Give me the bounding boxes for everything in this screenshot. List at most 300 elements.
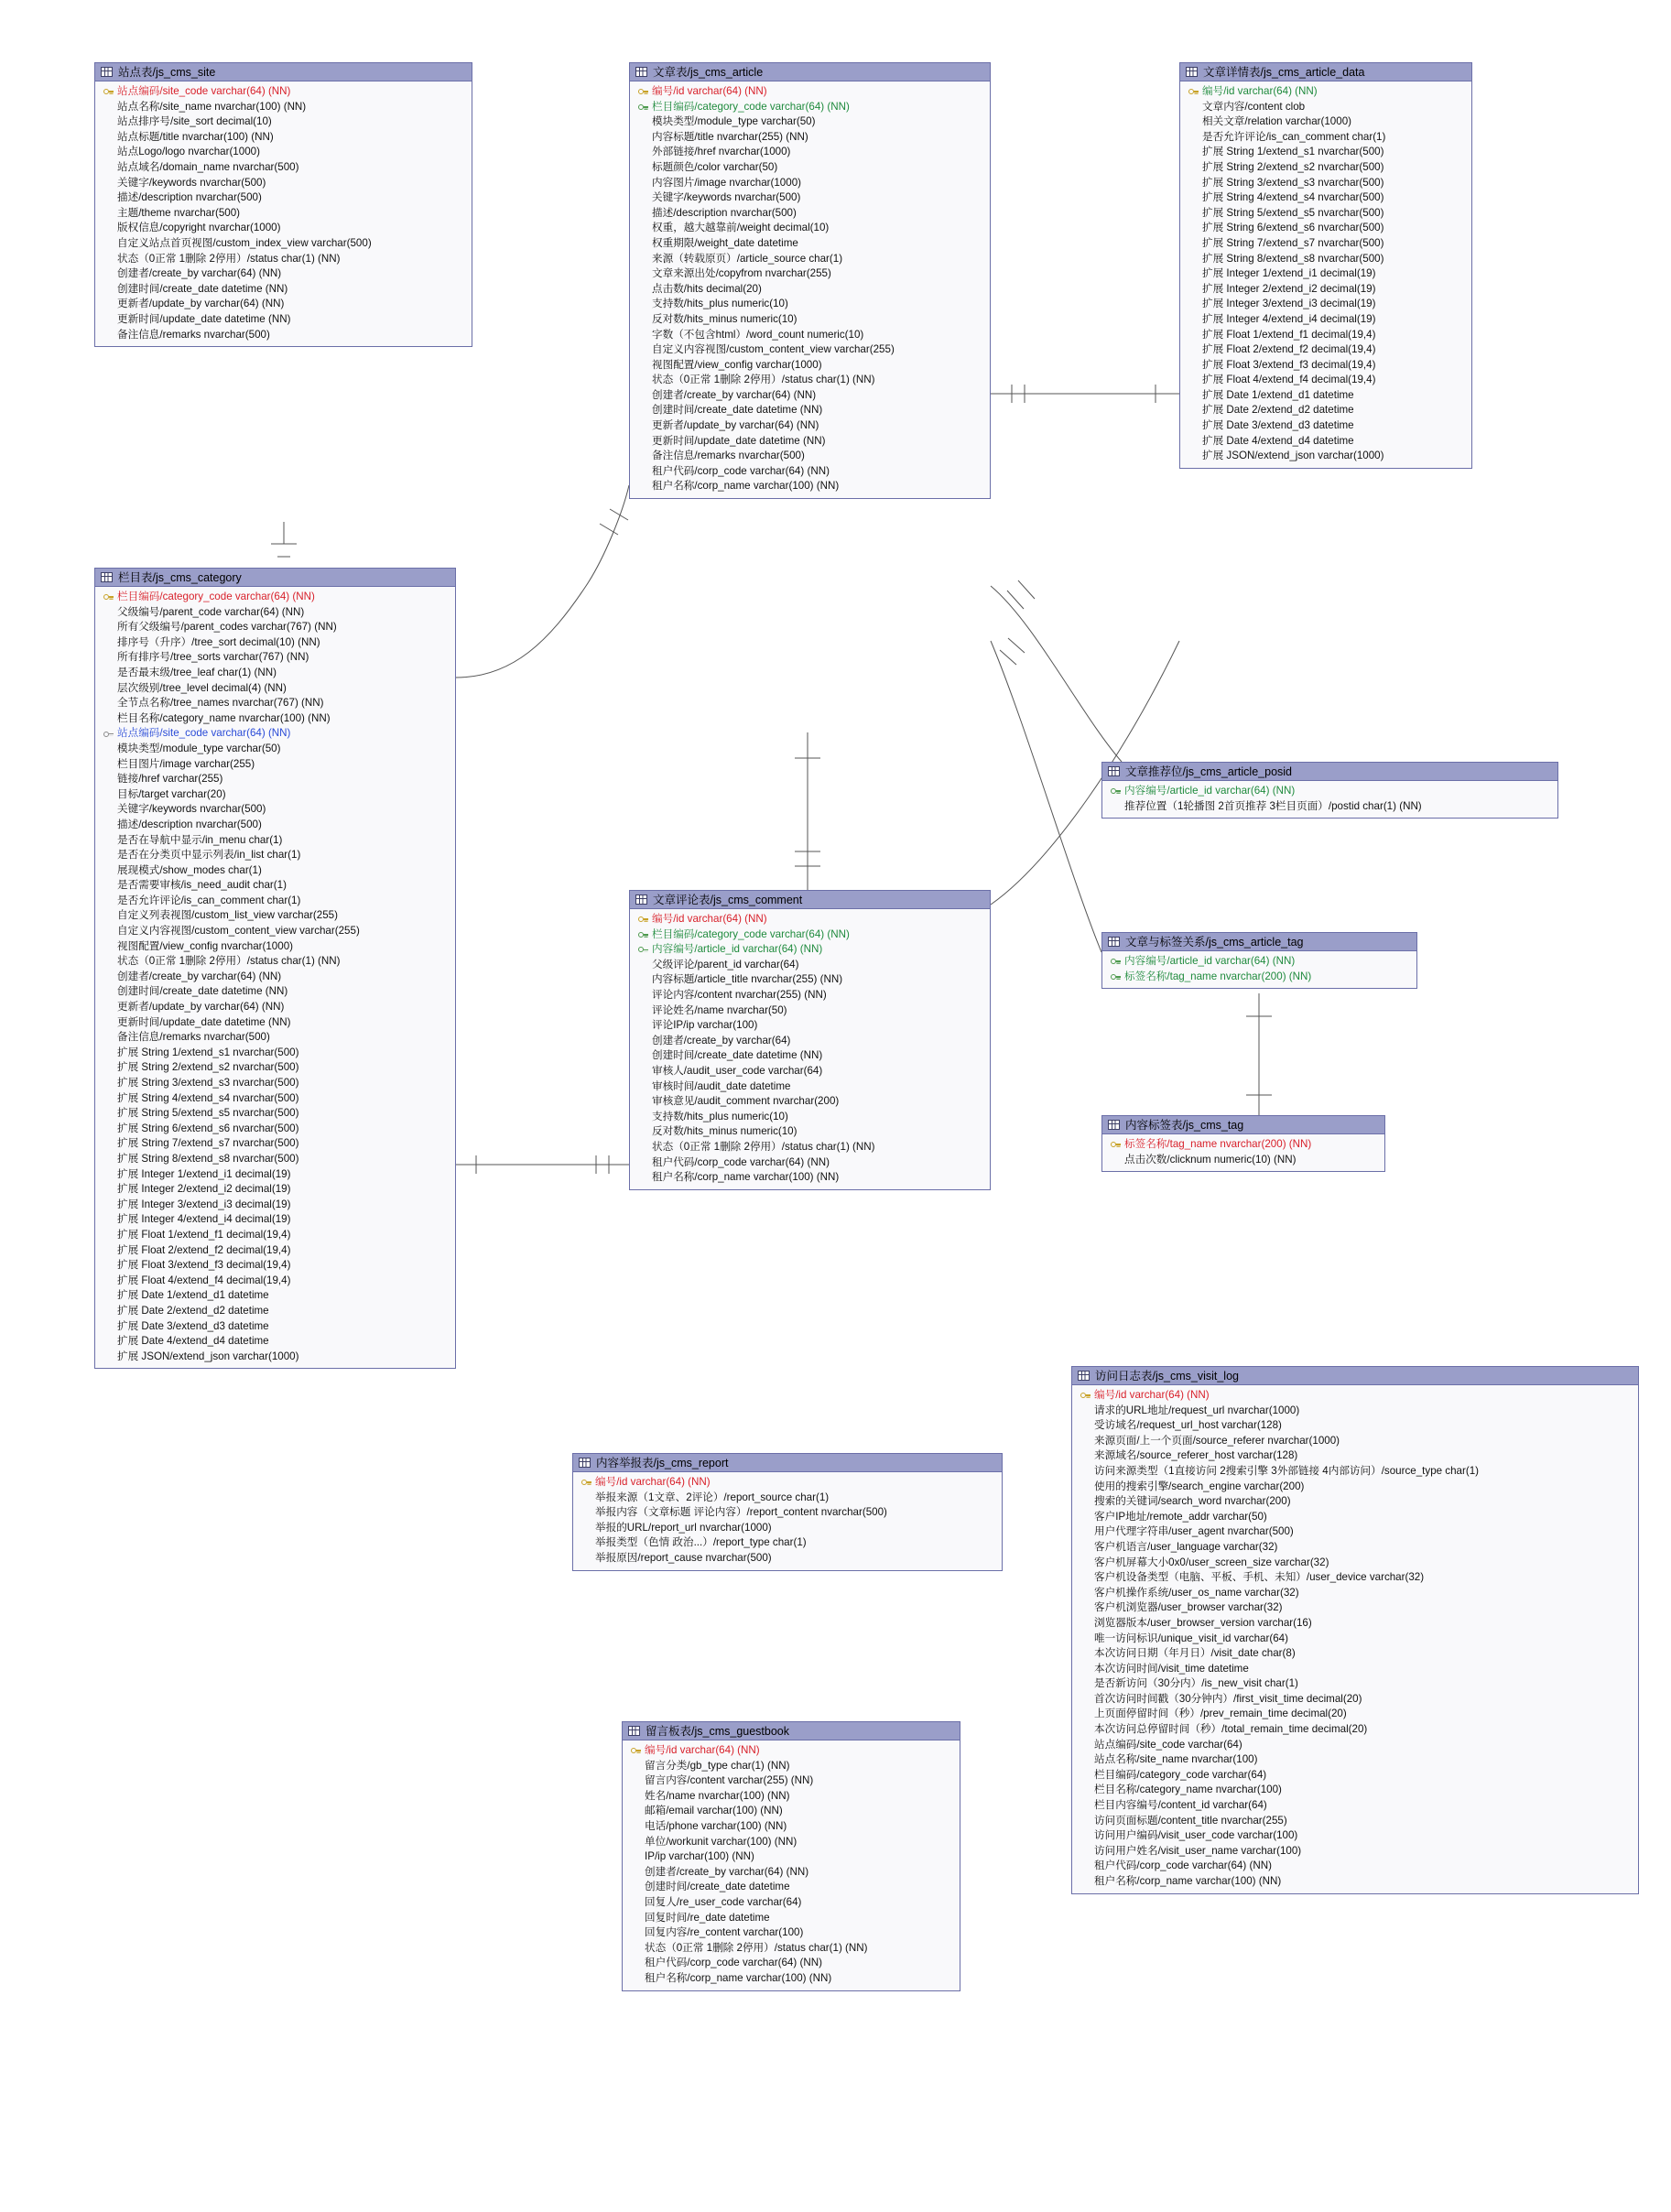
column-label: 举报来源（1文章、2评论）/report_source char(1) xyxy=(595,1491,830,1503)
column-row[interactable] xyxy=(1072,1828,1638,1844)
column-label: 描述/description nvarchar(500) xyxy=(652,206,797,219)
column-row[interactable] xyxy=(95,726,455,742)
column-row[interactable] xyxy=(1180,84,1471,100)
column-row[interactable] xyxy=(95,635,455,651)
column-row[interactable] xyxy=(1102,1153,1384,1168)
column-label: 更新者/update_by varchar(64) (NN) xyxy=(652,419,819,432)
key-icon xyxy=(1108,1141,1123,1149)
column-row[interactable] xyxy=(573,1521,1002,1536)
column-row[interactable] xyxy=(95,1274,455,1289)
column-label: 创建者/create_by varchar(64) (NN) xyxy=(652,388,817,401)
column-label: 扩展 Integer 2/extend_i2 decimal(19) xyxy=(117,1183,291,1196)
column-row[interactable] xyxy=(1072,1632,1638,1647)
column-row[interactable] xyxy=(623,1835,960,1850)
column-label: 外部链接/href nvarchar(1000) xyxy=(652,146,791,158)
column-row[interactable] xyxy=(95,190,472,206)
column-row[interactable] xyxy=(1102,1137,1384,1153)
column-row[interactable] xyxy=(1072,1524,1638,1540)
column-row[interactable] xyxy=(630,160,990,176)
column-row[interactable] xyxy=(630,221,990,236)
column-row[interactable] xyxy=(623,1773,960,1789)
column-row[interactable] xyxy=(630,373,990,388)
table-grid-icon xyxy=(1108,766,1120,776)
column-label: 单位/workunit varchar(100) (NN) xyxy=(645,1835,798,1848)
column-row[interactable] xyxy=(95,696,455,711)
column-row[interactable] xyxy=(95,1319,455,1335)
table-header-article_posid[interactable] xyxy=(1102,763,1557,781)
column-label: 关键字/keywords nvarchar(500) xyxy=(117,176,266,189)
column-row[interactable] xyxy=(95,650,455,666)
column-row[interactable] xyxy=(1072,1586,1638,1601)
table-body-visit_log xyxy=(1072,1385,1638,1893)
column-row[interactable] xyxy=(1072,1388,1638,1404)
table-name: 文章评论表/js_cms_comment xyxy=(653,894,803,906)
column-row[interactable] xyxy=(573,1475,1002,1491)
column-row[interactable] xyxy=(1072,1616,1638,1632)
column-row[interactable] xyxy=(623,1925,960,1941)
column-row[interactable] xyxy=(630,145,990,160)
column-row[interactable] xyxy=(630,236,990,252)
column-row[interactable] xyxy=(1180,176,1471,191)
column-row[interactable] xyxy=(1180,297,1471,312)
column-row[interactable] xyxy=(95,757,455,773)
column-row[interactable] xyxy=(630,266,990,282)
column-row[interactable] xyxy=(630,449,990,464)
column-label: 状态（0正常 1删除 2停用）/status char(1) (NN) xyxy=(117,252,341,265)
column-label: 支持数/hits_plus numeric(10) xyxy=(652,1110,788,1122)
column-row[interactable] xyxy=(1180,282,1471,298)
column-row[interactable] xyxy=(630,1094,990,1110)
column-row[interactable] xyxy=(630,434,990,450)
column-row[interactable] xyxy=(95,666,455,681)
column-label: 扩展 Date 3/extend_d3 datetime xyxy=(117,1319,269,1332)
column-label: 创建时间/create_date datetime (NN) xyxy=(652,1049,823,1062)
column-row[interactable] xyxy=(95,1106,455,1122)
table-header-article_tag[interactable] xyxy=(1102,933,1416,951)
entity-table-comment[interactable] xyxy=(629,890,991,1190)
key-icon xyxy=(631,1747,641,1755)
column-row[interactable] xyxy=(630,1155,990,1171)
column-label: 回复人/re_user_code varchar(64) xyxy=(645,1895,802,1908)
column-row[interactable] xyxy=(1180,100,1471,115)
column-row[interactable] xyxy=(1072,1540,1638,1556)
column-row[interactable] xyxy=(95,1091,455,1107)
column-row[interactable] xyxy=(623,1971,960,1987)
entity-table-article_data[interactable] xyxy=(1179,62,1472,469)
column-label: 栏目名称/category_name nvarchar(100) (NN) xyxy=(117,711,331,724)
column-row[interactable] xyxy=(95,833,455,849)
column-row[interactable] xyxy=(95,878,455,894)
column-row[interactable] xyxy=(630,114,990,130)
table-grid-icon xyxy=(628,1726,640,1736)
column-row[interactable] xyxy=(95,1258,455,1274)
column-row[interactable] xyxy=(1072,1722,1638,1738)
entity-table-report[interactable] xyxy=(572,1453,1003,1571)
column-label: 编号/id varchar(64) (NN) xyxy=(652,913,767,925)
column-row[interactable] xyxy=(1072,1600,1638,1616)
column-row[interactable] xyxy=(630,206,990,222)
key-icon xyxy=(638,930,648,938)
column-row[interactable] xyxy=(1180,236,1471,252)
column-row[interactable] xyxy=(630,1048,990,1064)
column-row[interactable] xyxy=(95,130,472,146)
column-row[interactable] xyxy=(95,1243,455,1259)
column-label: 审核人/audit_user_code varchar(64) xyxy=(652,1064,823,1077)
table-grid-icon xyxy=(1186,67,1198,77)
column-row[interactable] xyxy=(1072,1510,1638,1525)
column-label: 扩展 String 8/extend_s8 nvarchar(500) xyxy=(1202,252,1384,265)
column-row[interactable] xyxy=(630,972,990,988)
column-row[interactable] xyxy=(630,130,990,146)
column-label: 内容图片/image nvarchar(1000) xyxy=(652,176,802,189)
column-row[interactable] xyxy=(95,1228,455,1243)
column-row[interactable] xyxy=(1072,1480,1638,1495)
column-row[interactable] xyxy=(623,1849,960,1865)
column-row[interactable] xyxy=(1180,145,1471,160)
column-row[interactable] xyxy=(1180,206,1471,222)
column-row[interactable] xyxy=(1180,403,1471,418)
column-row[interactable] xyxy=(95,1152,455,1167)
column-label: 扩展 Date 4/extend_d4 datetime xyxy=(117,1335,269,1348)
column-row[interactable] xyxy=(630,282,990,298)
table-name: 访问日志表/js_cms_visit_log xyxy=(1095,1370,1239,1382)
column-row[interactable] xyxy=(1102,799,1557,815)
column-row[interactable] xyxy=(623,1804,960,1819)
column-row[interactable] xyxy=(630,1003,990,1019)
column-row[interactable] xyxy=(95,1076,455,1091)
entity-table-site[interactable] xyxy=(94,62,472,347)
table-header-article_data[interactable] xyxy=(1180,63,1471,81)
column-row[interactable] xyxy=(1072,1844,1638,1860)
column-row[interactable] xyxy=(573,1551,1002,1567)
column-row[interactable] xyxy=(95,114,472,130)
column-row[interactable] xyxy=(630,1124,990,1140)
column-label: 站点名称/site_name nvarchar(100) (NN) xyxy=(117,100,307,113)
column-row[interactable] xyxy=(95,176,472,191)
entity-table-article_tag[interactable] xyxy=(1101,932,1417,989)
entity-table-article[interactable] xyxy=(629,62,991,499)
table-header-site[interactable] xyxy=(95,63,472,81)
column-row[interactable] xyxy=(623,1789,960,1805)
column-row[interactable] xyxy=(95,1060,455,1076)
column-row[interactable] xyxy=(1072,1752,1638,1768)
column-row[interactable] xyxy=(95,818,455,833)
table-name: 文章与标签关系/js_cms_article_tag xyxy=(1125,936,1304,949)
column-row[interactable] xyxy=(95,1015,455,1031)
column-row[interactable] xyxy=(630,1110,990,1125)
column-label: 扩展 Integer 3/extend_i3 decimal(19) xyxy=(117,1198,291,1210)
column-row[interactable] xyxy=(1072,1859,1638,1874)
column-row[interactable] xyxy=(1102,954,1416,970)
table-name: 文章表/js_cms_article xyxy=(653,66,764,79)
table-header-report[interactable] xyxy=(573,1454,1002,1472)
column-row[interactable] xyxy=(630,176,990,191)
entity-table-category[interactable] xyxy=(94,568,456,1369)
table-grid-icon xyxy=(1078,1371,1090,1381)
column-row[interactable] xyxy=(95,620,455,635)
column-row[interactable] xyxy=(1072,1434,1638,1449)
column-row[interactable] xyxy=(95,863,455,879)
column-row[interactable] xyxy=(623,1911,960,1926)
column-row[interactable] xyxy=(630,403,990,418)
column-row[interactable] xyxy=(95,1304,455,1319)
column-label: 访问页面标题/content_title nvarchar(255) xyxy=(1094,1814,1287,1827)
column-row[interactable] xyxy=(1072,1707,1638,1722)
column-row[interactable] xyxy=(95,297,472,312)
column-label: 扩展 String 6/extend_s6 nvarchar(500) xyxy=(117,1122,299,1134)
column-row[interactable] xyxy=(1180,160,1471,176)
column-label: 标签名称/tag_name nvarchar(200) (NN) xyxy=(1124,970,1312,982)
column-row[interactable] xyxy=(1072,1464,1638,1480)
key-icon xyxy=(103,88,114,96)
column-row[interactable] xyxy=(95,282,472,298)
column-row[interactable] xyxy=(95,802,455,818)
column-row[interactable] xyxy=(95,1182,455,1198)
column-row[interactable] xyxy=(630,252,990,267)
column-row[interactable] xyxy=(630,358,990,374)
column-label: 是否需要审核/is_need_audit char(1) xyxy=(117,879,287,892)
column-row[interactable] xyxy=(95,939,455,955)
column-label: IP/ip varchar(100) (NN) xyxy=(645,1850,754,1863)
column-row[interactable] xyxy=(1072,1798,1638,1814)
entity-table-visit_log[interactable] xyxy=(1071,1366,1639,1894)
column-row[interactable] xyxy=(95,1136,455,1152)
column-row[interactable] xyxy=(95,1350,455,1365)
column-row[interactable] xyxy=(95,787,455,803)
column-row[interactable] xyxy=(1180,266,1471,282)
column-row[interactable] xyxy=(1180,342,1471,358)
column-row[interactable] xyxy=(95,954,455,970)
column-label: 自定义内容视图/custom_content_view varchar(255) xyxy=(117,925,360,938)
column-row[interactable] xyxy=(630,479,990,494)
column-row[interactable] xyxy=(95,1046,455,1061)
column-label: 使用的搜索引擎/search_engine varchar(200) xyxy=(1094,1480,1305,1492)
column-label: 租户代码/corp_code varchar(64) (NN) xyxy=(652,464,830,477)
column-row[interactable] xyxy=(573,1505,1002,1521)
table-header-article[interactable] xyxy=(630,63,990,81)
column-row[interactable] xyxy=(1180,328,1471,343)
column-label: 扩展 Date 4/extend_d4 datetime xyxy=(1202,434,1354,447)
column-label: 评论内容/content nvarchar(255) (NN) xyxy=(652,988,827,1001)
column-row[interactable] xyxy=(95,100,472,115)
column-row[interactable] xyxy=(630,1064,990,1079)
table-header-guestbook[interactable] xyxy=(623,1722,960,1740)
column-row[interactable] xyxy=(95,145,472,160)
column-row[interactable] xyxy=(1180,252,1471,267)
column-row[interactable] xyxy=(95,984,455,1000)
column-row[interactable] xyxy=(623,1743,960,1759)
column-row[interactable] xyxy=(1072,1404,1638,1419)
column-row[interactable] xyxy=(95,908,455,924)
column-row[interactable] xyxy=(630,927,990,943)
column-row[interactable] xyxy=(1072,1738,1638,1753)
column-row[interactable] xyxy=(623,1759,960,1774)
column-row[interactable] xyxy=(95,236,472,252)
column-row[interactable] xyxy=(95,848,455,863)
column-row[interactable] xyxy=(95,1212,455,1228)
table-header-tag[interactable] xyxy=(1102,1116,1384,1134)
column-label: 扩展 String 7/extend_s7 nvarchar(500) xyxy=(117,1137,299,1150)
column-row[interactable] xyxy=(95,1167,455,1183)
column-label: 电话/phone varchar(100) (NN) xyxy=(645,1819,787,1832)
column-row[interactable] xyxy=(1072,1570,1638,1586)
entity-table-tag[interactable] xyxy=(1101,1115,1385,1172)
column-label: 点击数/hits decimal(20) xyxy=(652,282,762,295)
column-row[interactable] xyxy=(630,988,990,1003)
column-row[interactable] xyxy=(1072,1418,1638,1434)
column-label: 租户代码/corp_code varchar(64) (NN) xyxy=(645,1957,822,1969)
column-row[interactable] xyxy=(95,605,455,621)
column-row[interactable] xyxy=(630,942,990,958)
column-row[interactable] xyxy=(630,312,990,328)
column-label: 客户机屏幕大小0x0/user_screen_size varchar(32) xyxy=(1094,1556,1329,1568)
column-row[interactable] xyxy=(95,772,455,787)
column-row[interactable] xyxy=(95,1288,455,1304)
column-row[interactable] xyxy=(95,160,472,176)
entity-table-guestbook[interactable] xyxy=(622,1721,960,1991)
column-label: 内容编号/article_id varchar(64) (NN) xyxy=(652,943,823,956)
column-label: 父级编号/parent_code varchar(64) (NN) xyxy=(117,605,305,618)
column-row[interactable] xyxy=(630,958,990,973)
column-row[interactable] xyxy=(1180,358,1471,374)
column-label: 反对数/hits_minus numeric(10) xyxy=(652,1125,798,1138)
column-row[interactable] xyxy=(623,1895,960,1911)
column-label: 备注信息/remarks nvarchar(500) xyxy=(117,1031,270,1044)
column-label: 扩展 Date 2/extend_d2 datetime xyxy=(117,1304,269,1317)
column-row[interactable] xyxy=(95,252,472,267)
column-row[interactable] xyxy=(630,84,990,100)
column-row[interactable] xyxy=(630,418,990,434)
column-row[interactable] xyxy=(1180,434,1471,450)
column-row[interactable] xyxy=(95,221,472,236)
column-row[interactable] xyxy=(95,590,455,605)
column-row[interactable] xyxy=(1180,221,1471,236)
column-row[interactable] xyxy=(95,711,455,727)
key-icon xyxy=(1080,1392,1090,1400)
column-row[interactable] xyxy=(95,894,455,909)
column-row[interactable] xyxy=(623,1880,960,1895)
column-row[interactable] xyxy=(1072,1676,1638,1692)
key-icon xyxy=(1111,958,1121,966)
column-row[interactable] xyxy=(1180,130,1471,146)
column-row[interactable] xyxy=(95,84,472,100)
key-icon xyxy=(1078,1392,1092,1400)
column-row[interactable] xyxy=(95,1334,455,1350)
column-label: 扩展 Integer 1/extend_i1 decimal(19) xyxy=(117,1167,291,1180)
table-header-visit_log[interactable] xyxy=(1072,1367,1638,1385)
column-row[interactable] xyxy=(95,1122,455,1137)
table-grid-icon xyxy=(101,572,113,582)
column-row[interactable] xyxy=(1072,1646,1638,1662)
column-row[interactable] xyxy=(630,1034,990,1049)
column-row[interactable] xyxy=(1072,1874,1638,1890)
column-label: 扩展 Integer 4/extend_i4 decimal(19) xyxy=(1202,312,1376,325)
column-row[interactable] xyxy=(623,1941,960,1957)
column-label: 全节点名称/tree_names nvarchar(767) (NN) xyxy=(117,697,324,710)
column-row[interactable] xyxy=(1180,114,1471,130)
column-row[interactable] xyxy=(95,266,472,282)
column-row[interactable] xyxy=(1072,1448,1638,1464)
column-row[interactable] xyxy=(1180,373,1471,388)
column-row[interactable] xyxy=(95,206,472,222)
column-row[interactable] xyxy=(1072,1662,1638,1677)
column-row[interactable] xyxy=(1180,190,1471,206)
column-row[interactable] xyxy=(630,100,990,115)
column-row[interactable] xyxy=(1072,1783,1638,1798)
column-label: 创建时间/create_date datetime (NN) xyxy=(652,404,823,417)
column-row[interactable] xyxy=(1180,312,1471,328)
column-row[interactable] xyxy=(1072,1556,1638,1571)
column-row[interactable] xyxy=(630,1170,990,1186)
column-row[interactable] xyxy=(630,912,990,927)
column-label: 扩展 String 1/extend_s1 nvarchar(500) xyxy=(1202,146,1384,158)
column-row[interactable] xyxy=(1072,1814,1638,1829)
column-row[interactable] xyxy=(95,1198,455,1213)
column-label: 扩展 Float 1/extend_f1 decimal(19,4) xyxy=(1202,328,1376,341)
key-icon xyxy=(628,1747,643,1755)
column-row[interactable] xyxy=(1072,1494,1638,1510)
column-row[interactable] xyxy=(95,328,472,343)
column-row[interactable] xyxy=(1102,784,1557,799)
column-label: 扩展 String 6/extend_s6 nvarchar(500) xyxy=(1202,222,1384,234)
column-label: 请求的URL地址/request_url nvarchar(1000) xyxy=(1094,1404,1300,1416)
column-label: 浏览器版本/user_browser_version varchar(16) xyxy=(1094,1616,1312,1629)
column-row[interactable] xyxy=(630,1079,990,1095)
column-row[interactable] xyxy=(95,1030,455,1046)
column-label: 客户机浏览器/user_browser varchar(32) xyxy=(1094,1601,1283,1614)
column-row[interactable] xyxy=(630,1140,990,1155)
column-row[interactable] xyxy=(630,190,990,206)
column-row[interactable] xyxy=(573,1535,1002,1551)
column-row[interactable] xyxy=(95,742,455,757)
column-row[interactable] xyxy=(630,464,990,480)
column-row[interactable] xyxy=(95,924,455,939)
column-row[interactable] xyxy=(630,1018,990,1034)
column-row[interactable] xyxy=(623,1819,960,1835)
column-row[interactable] xyxy=(630,297,990,312)
column-label: 自定义站点首页视图/custom_index_view varchar(500) xyxy=(117,236,372,249)
column-row[interactable] xyxy=(623,1865,960,1881)
column-label: 搜索的关键词/search_word nvarchar(200) xyxy=(1094,1495,1291,1508)
column-label: 扩展 Float 2/extend_f2 decimal(19,4) xyxy=(117,1243,291,1256)
column-row[interactable] xyxy=(1072,1692,1638,1708)
column-label: 扩展 String 2/extend_s2 nvarchar(500) xyxy=(1202,160,1384,173)
table-header-category[interactable] xyxy=(95,569,455,587)
key-icon xyxy=(101,593,115,602)
column-row[interactable] xyxy=(95,312,472,328)
column-label: 扩展 Date 2/extend_d2 datetime xyxy=(1202,404,1354,417)
column-row[interactable] xyxy=(95,1000,455,1015)
column-row[interactable] xyxy=(630,388,990,404)
column-row[interactable] xyxy=(1102,970,1416,985)
column-label: 客户IP地址/remote_addr varchar(50) xyxy=(1094,1510,1267,1523)
column-row[interactable] xyxy=(630,342,990,358)
column-label: 视图配置/view_config nvarchar(1000) xyxy=(117,939,294,952)
column-label: 是否在分类页中显示列表/in_list char(1) xyxy=(117,849,301,862)
column-row[interactable] xyxy=(95,681,455,697)
column-row[interactable] xyxy=(573,1491,1002,1506)
column-label: 访问用户编码/visit_user_code varchar(100) xyxy=(1094,1829,1298,1842)
column-row[interactable] xyxy=(1180,449,1471,464)
column-row[interactable] xyxy=(623,1956,960,1971)
column-row[interactable] xyxy=(630,328,990,343)
table-header-comment[interactable] xyxy=(630,891,990,909)
column-row[interactable] xyxy=(1072,1768,1638,1784)
column-row[interactable] xyxy=(95,970,455,985)
column-row[interactable] xyxy=(1180,418,1471,434)
column-row[interactable] xyxy=(1180,388,1471,404)
entity-table-article_posid[interactable] xyxy=(1101,762,1558,819)
